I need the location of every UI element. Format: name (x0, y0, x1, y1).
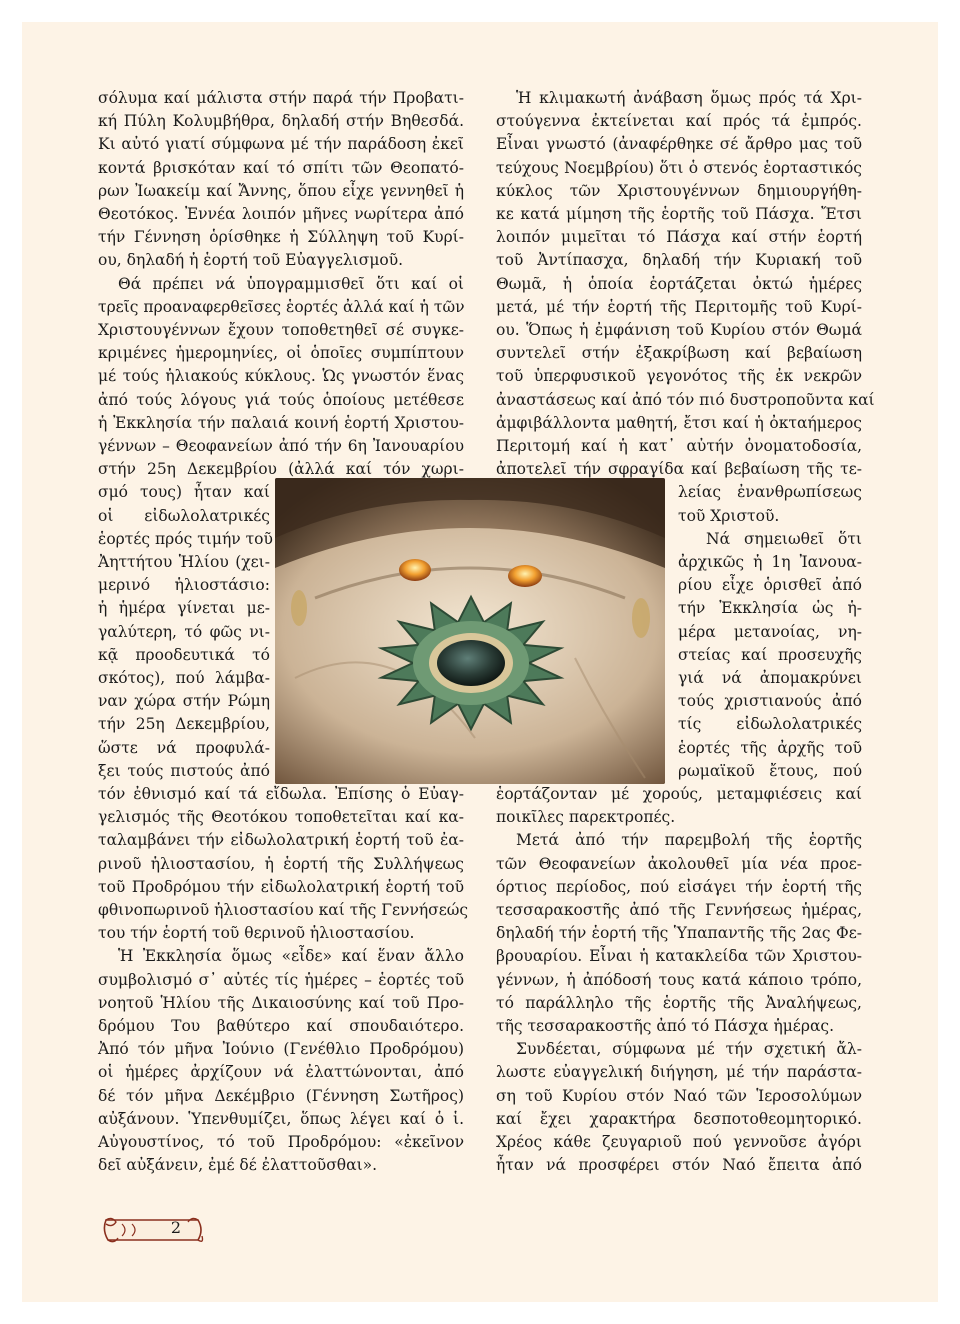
left-column-line: φθινοπωρινοῦ ἡλιοστασίου καί τῆς Γεννήσεώς (98, 901, 469, 919)
left-column-line: ναν χώρα στήν Ρώμη (98, 692, 270, 711)
left-column-line: σόλυμα καί μάλιστα στήν παρά τήν Προβατι- (98, 89, 464, 107)
right-column-line: τίς εἰδωλολατρικές (678, 715, 862, 734)
left-column-line: σμό τους) ἦταν καί (98, 483, 270, 502)
right-column-line: Χρέος κάθε ζευγαριοῦ πού γεννοῦσε ἀγόρι (496, 1133, 862, 1151)
right-column-line: ἑορτές τῆς ἀρχῆς τοῦ (678, 738, 862, 757)
page-number: 2 (170, 1218, 182, 1237)
left-column-line: κριμένες ἡμερομηνίες, οἱ ὁποῖες συμπίπτουν (98, 344, 464, 363)
right-column-line: τό παράλληλο τῆς ἑορτῆς τῆς Ἀναλήψεως, (496, 993, 862, 1012)
left-column-line: δεῖ αὐξάνειν, ἐμέ δέ ἐλαττοῦσθαι». (98, 1156, 378, 1175)
right-column-line: στείας καί προσευχῆς (678, 645, 862, 664)
right-column-line: ἑορτάζονταν μέ χορούς, μεταμφιέσεις καί (496, 785, 862, 803)
right-column-line: ου. Ὅπως ἡ ἐμφάνιση τοῦ Κυρίου στόν Θωμά (496, 321, 862, 339)
right-column-line: ρίου εἶχε ὁρισθεῖ ἀπό (678, 576, 862, 595)
right-column-line: λείας ἐνανθρωπίσεως (678, 483, 862, 502)
left-column-line: Ἀπό τόν μῆνα Ἰούνιο (Γενέθλιο Προδρόμου) (98, 1040, 464, 1059)
left-column-line: τρεῖς προαναφερθεῖσες ἑορτές ἀλλά καί ἡ τῶν (98, 297, 465, 316)
left-column-line: Ἀηττήτου Ἡλίου (χει- (98, 553, 270, 571)
left-column-line: μέ τούς ἡλιακούς κύκλους. Ὡς γνωστόν ἕνας (98, 367, 464, 386)
left-column-line: ἡ ἡμέρα γίνεται με- (98, 599, 270, 618)
left-column-line: κή Πύλη Κολυμβήθρα, δηλαδή στήν Βηθεσδά. (98, 112, 464, 131)
left-column-line: Κι αὐτό γιατί σύμφωνα μέ τήν παράδοση ἐκεῖ (98, 135, 464, 154)
right-column-line: ἀμφιβάλλοντα μαθητή, ἔτσι καί ἡ ὀκταήμερος (496, 413, 862, 432)
right-column-line: Νά σημειωθεῖ ὅτι (706, 529, 862, 548)
right-column-line: Εἶναι γνωστό (ἀναφέρθηκε σέ ἄρθρο μας τοῦ (496, 135, 862, 154)
left-column-line: Θεοτόκος. Ἐννέα λοιπόν μῆνες νωρίτερα ἀπό (98, 205, 464, 223)
right-column-line: ἀρχικῶς ἡ 1η Ἰανουα- (678, 553, 862, 571)
left-column-line: κᾷ προοδευτικά τό (98, 645, 270, 664)
left-column-line: στήν 25η Δεκεμβρίου (ἀλλά καί τόν χωρι- (98, 460, 464, 479)
right-column-line: κύκλος τῶν Χριστουγέννων δημιουργήθη- (496, 181, 862, 200)
lamp-left (399, 559, 431, 581)
right-column-line: Περιτομή καί ἡ κατ᾿ αὐτήν ὀνοματοδοσία, (496, 437, 862, 455)
right-column-line: ποικῖλες παρεκτροπές. (496, 808, 676, 827)
lamp-right (508, 565, 542, 587)
left-column-line: δρόμου Του βαθύτερο καί σπουδαιότερο. (98, 1017, 464, 1035)
left-column-line: νοητοῦ Ἡλίου τῆς Δικαιοσύνης καί τοῦ Προ- (98, 993, 464, 1012)
right-column-line: Μετά ἀπό τήν παρεμβολή τῆς ἑορτῆς (516, 831, 862, 850)
left-column-line: τήν Γέννηση ὁρίσθηκε ἡ Σύλληψη τοῦ Κυρί- (98, 228, 464, 247)
right-column-line: ἀποτελεῖ τήν σφραγίδα καί βεβαίωση τῆς τε- (496, 460, 862, 479)
left-column-line: μερινό ἡλιοστάσιο: (98, 576, 270, 595)
left-column-line: Χριστουγέννων ἔχουν τοποθετηθεῖ σέ συγκε- (98, 321, 464, 339)
left-column-line: ἀπό τούς λόγους γιά τούς ὁποίους μετέθεσε (98, 390, 464, 409)
left-column-line: ἡ Ἐκκλησία τήν παλαιά κοινή ἑορτή Χριστου- (98, 413, 464, 432)
left-column-line: δέ τόν μῆνα Δεκέμβριο (Γέννηση Σωτῆρος) (98, 1086, 464, 1105)
right-column-line: τοῦ Χριστοῦ. (678, 506, 780, 525)
left-column-line: ρων Ἰωακείμ καί Ἄννης, ὅπου εἶχε γεννηθεῖ ἡ (98, 181, 464, 200)
right-column-line: τεύχους Νοεμβρίου) ὅτι ὁ στενός ἑορταστικός (496, 158, 862, 177)
right-column-line: τοῦ Ἀντίπασχα, δηλαδή τήν Κυριακή τοῦ (496, 251, 862, 270)
right-column-line: τεσσαρακοστῆς ἀπό τῆς Γεννήσεως ἡμέρας, (496, 901, 862, 919)
left-column-line: αὐξάνουν. Ὑπενθυμίζει, ὅπως λέγει καί ὁ ἱ. (98, 1109, 464, 1128)
right-column-line: Συνδέεται, σύμφωνα μέ τήν σχετική ἄλ- (516, 1040, 862, 1059)
right-column-line: τοῦ ὑπερφυσικοῦ γεγονότος τῆς ἐκ νεκρῶν (496, 367, 862, 386)
left-column-line: τοῦ Προδρόμου τήν εἰδωλολατρική ἑορτή τοῦ (98, 877, 464, 896)
right-column-line: κε κατά μίμηση τῆς ἑορτῆς τοῦ Πάσχα. Ἔτσι (496, 205, 862, 223)
right-column-line: λοιπόν μιμεῖται τό Πάσχα καί στήν ἑορτή (496, 228, 862, 247)
right-column-line: τῶν Θεοφανείων ἀκολουθεῖ μία νέα προε- (496, 854, 862, 873)
left-column-line: γαλύτερη, τό φῶς νι- (98, 622, 270, 641)
left-column-line: Θά πρέπει νά ὑπογραμμισθεῖ ὅτι καί οἱ (118, 274, 464, 293)
page-number-scroll-ornament (98, 1212, 208, 1248)
right-column-line: στούγεννα ἐκτείνεται καί πρός τά ἐμπρός. (496, 112, 862, 131)
right-column-line: γέννων, ἡ ἀπόδοσή τους κατά κάποιο τρόπο, (496, 970, 862, 989)
left-column-line: Αὐγουστίνος, τό τοῦ Προδρόμου: «ἐκεῖνον (98, 1133, 464, 1151)
right-column-line: ἦταν νά προσφέρει στόν Ναό ἔπειτα ἀπό (496, 1156, 862, 1175)
left-column-line: τήν 25η Δεκεμβρίου, (98, 715, 270, 734)
left-column-line: του τήν ἑορτή τοῦ θερινοῦ ἡλιοστασίου. (98, 924, 415, 943)
right-column-line: Θωμᾶ, ἡ ὁποία ἑορτάζεται ὀκτώ ἡμέρες (496, 274, 862, 293)
right-column-line: ρωμαϊκοῦ ἔτους, πού (678, 761, 862, 780)
left-column-line: γελισμός τῆς Θεοτόκου τοποθετεῖται καί κα- (98, 808, 464, 827)
left-column-line: ρινοῦ ἡλιοστασίου, ἡ ἑορτή τῆς Συλλήψεως (98, 854, 464, 873)
left-column-line: ὥστε νά προφυλά- (98, 738, 270, 757)
right-column-line: ση τοῦ Κυρίου στόν Ναό τῶν Ἱεροσολύμων (496, 1086, 862, 1105)
right-column-line: τούς χριστιανούς ἀπό (678, 692, 862, 711)
left-column-line: ἑορτές πρός τιμήν τοῦ (98, 529, 273, 548)
left-column-line: οἱ ἡμέρες ἀρχίζουν νά ἐλαττώνονται, ἀπό (98, 1063, 464, 1082)
right-column-line: μετά, μέ τήν ἑορτή τῆς Περιτομῆς τοῦ Κυρί- (496, 297, 862, 316)
right-column-line: δηλαδή τήν ἑορτή τῆς Ὑπαπαντῆς τῆς 2ας Φε- (496, 924, 862, 943)
left-column-line: ταλαμβάνει τήν εἰδωλολατρική ἑορτή τοῦ ἐα- (98, 831, 464, 850)
right-column-line: τήν Ἐκκλησία ὡς ἡ- (678, 599, 862, 618)
right-column-line: τῆς τεσσαρακοστῆς ἀπό τό Πάσχα ἡμέρας. (496, 1017, 835, 1035)
left-column-line: οἱ εἰδωλολατρικές (98, 506, 270, 525)
left-column-line: συμβολισμό σ᾿ αὐτές τίς ἡμέρες – ἑορτές τοῦ (98, 970, 464, 989)
left-column-line: ξει τούς πιστούς ἀπό (98, 761, 270, 780)
right-column-line: καί ἔχει χαρακτήρα δεσποτοθεομητορικό. (496, 1109, 862, 1128)
right-column-line: βρουαρίου. Εἶναι ἡ κατακλείδα τῶν Χριστου- (496, 947, 862, 966)
right-column-line: μέρα μετανοίας, νη- (678, 622, 862, 641)
right-column-line: γιά νά ἀπομακρύνει (678, 669, 862, 687)
left-column-line: γέννων – Θεοφανείων ἀπό τήν 6η Ἰανουαρίου (98, 437, 464, 455)
right-column-line: συντελεῖ στήν ἐξακρίβωση καί βεβαίωση (496, 344, 862, 363)
right-column-line: ἀναστάσεως καί ἀπό τόν πιό δυστροποῦντα καί (496, 390, 875, 409)
left-column-line: τόν ἐθνισμό καί τά εἴδωλα. Ἐπίσης ὁ Εὐαγ- (98, 785, 464, 803)
left-column-line: Ἡ Ἐκκλησία ὅμως «εἶδε» καί ἕναν ἄλλο (118, 947, 464, 966)
right-column-line: Ἡ κλιμακωτή ἀνάβαση ὅμως πρός τά Χρι- (516, 89, 862, 107)
grotto-star-photo (275, 478, 665, 784)
right-column-line: όρτιος περίοδος, πού εἰσάγει τήν ἑορτή τῆς (496, 877, 862, 896)
left-column-line: σκότος), πού λάμβα- (98, 669, 270, 687)
left-column-line: κοντά βρισκόταν καί τό σπίτι τῶν Θεοπατό- (98, 158, 464, 177)
left-column-line: ου, δηλαδή ἡ ἑορτή τοῦ Εὐαγγελισμοῦ. (98, 251, 404, 270)
right-column-line: λωστε εὐαγγελική διήγηση, μέ τήν παράστα- (496, 1063, 862, 1082)
